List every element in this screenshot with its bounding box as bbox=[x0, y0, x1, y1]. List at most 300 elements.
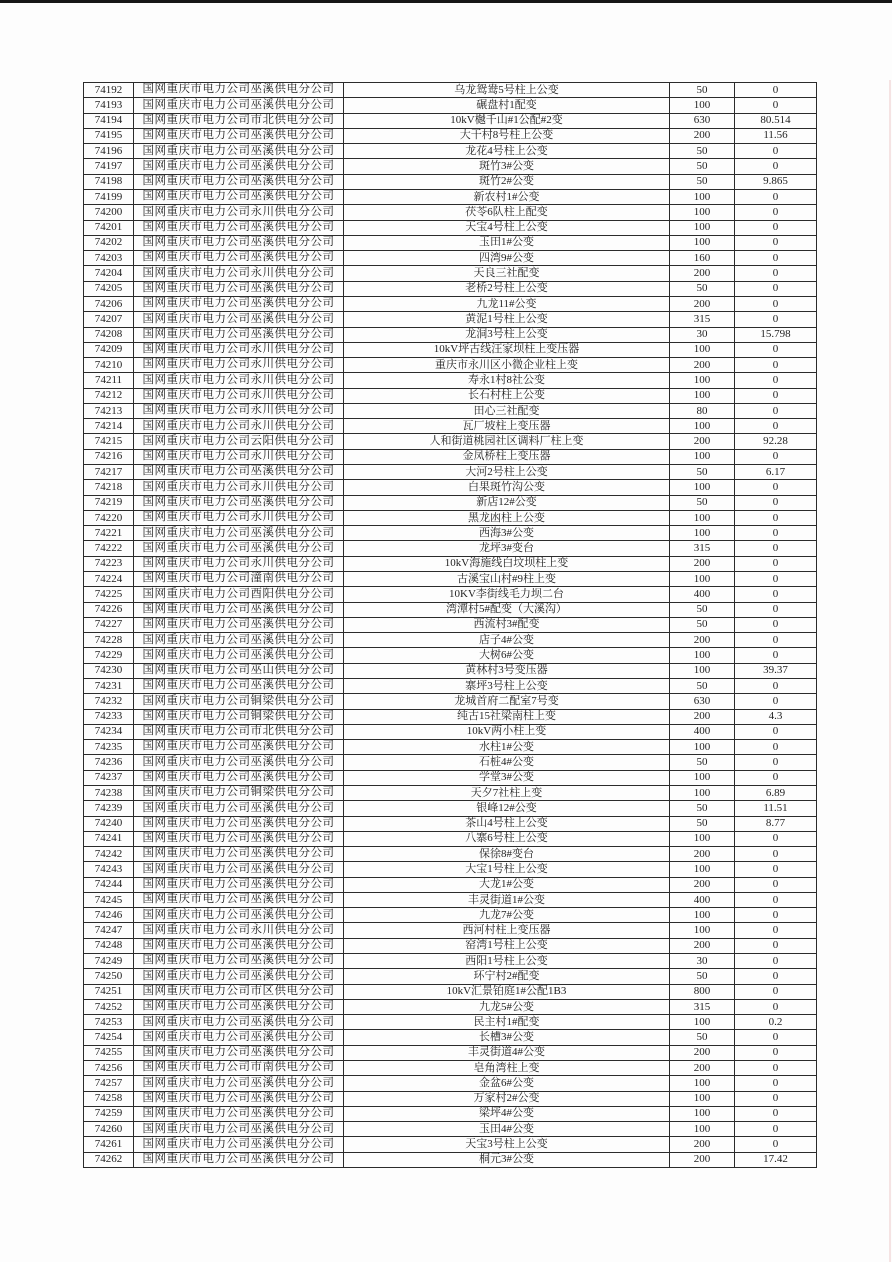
cell-company: 国网重庆市电力公司永川供电分公司 bbox=[134, 205, 344, 220]
cell-value: 8.77 bbox=[735, 816, 817, 831]
cell-device: 九龙11#公变 bbox=[344, 296, 670, 311]
cell-id: 74200 bbox=[84, 205, 134, 220]
cell-device: 万家村2#公变 bbox=[344, 1091, 670, 1106]
cell-capacity: 100 bbox=[670, 526, 735, 541]
cell-id: 74224 bbox=[84, 572, 134, 587]
cell-capacity: 100 bbox=[670, 235, 735, 250]
cell-device: 丰灵街道1#公变 bbox=[344, 892, 670, 907]
cell-id: 74253 bbox=[84, 1015, 134, 1030]
cell-company: 国网重庆市电力公司巫溪供电分公司 bbox=[134, 908, 344, 923]
cell-device: 新农村1#公变 bbox=[344, 189, 670, 204]
cell-id: 74194 bbox=[84, 113, 134, 128]
cell-company: 国网重庆市电力公司巫溪供电分公司 bbox=[134, 648, 344, 663]
cell-capacity: 200 bbox=[670, 847, 735, 862]
table-row bbox=[84, 831, 817, 846]
cell-id: 74214 bbox=[84, 419, 134, 434]
cell-device: 田心三社配变 bbox=[344, 403, 670, 418]
cell-id: 74227 bbox=[84, 617, 134, 632]
cell-value: 0 bbox=[735, 1106, 817, 1121]
top-edge-bar bbox=[0, 0, 892, 3]
cell-company: 国网重庆市电力公司巫山供电分公司 bbox=[134, 663, 344, 678]
cell-value: 0 bbox=[735, 954, 817, 969]
cell-value: 0 bbox=[735, 235, 817, 250]
cell-id: 74204 bbox=[84, 266, 134, 281]
table-row bbox=[84, 1015, 817, 1030]
cell-value: 0 bbox=[735, 281, 817, 296]
cell-id: 74195 bbox=[84, 128, 134, 143]
cell-capacity: 100 bbox=[670, 1015, 735, 1030]
cell-id: 74259 bbox=[84, 1106, 134, 1121]
cell-company: 国网重庆市电力公司巫溪供电分公司 bbox=[134, 144, 344, 159]
table-row bbox=[84, 434, 817, 449]
cell-device: 黑龙凼柱上公变 bbox=[344, 510, 670, 525]
cell-company: 国网重庆市电力公司巫溪供电分公司 bbox=[134, 678, 344, 693]
cell-capacity: 100 bbox=[670, 510, 735, 525]
table-row bbox=[84, 678, 817, 693]
cell-company: 国网重庆市电力公司巫溪供电分公司 bbox=[134, 770, 344, 785]
cell-capacity: 50 bbox=[670, 1030, 735, 1045]
cell-id: 74196 bbox=[84, 144, 134, 159]
cell-capacity: 50 bbox=[670, 969, 735, 984]
cell-id: 74257 bbox=[84, 1076, 134, 1091]
cell-device: 黄泥1号柱上公变 bbox=[344, 312, 670, 327]
cell-company: 国网重庆市电力公司永川供电分公司 bbox=[134, 266, 344, 281]
cell-value: 0 bbox=[735, 770, 817, 785]
cell-device: 学堂3#公变 bbox=[344, 770, 670, 785]
cell-id: 74231 bbox=[84, 678, 134, 693]
cell-device: 八寨6号柱上公变 bbox=[344, 831, 670, 846]
table-row bbox=[84, 877, 817, 892]
cell-value: 0 bbox=[735, 1061, 817, 1076]
table-row bbox=[84, 1122, 817, 1137]
cell-value: 0 bbox=[735, 999, 817, 1014]
cell-device: 天夕7社柱上变 bbox=[344, 785, 670, 800]
cell-id: 74244 bbox=[84, 877, 134, 892]
table-row bbox=[84, 251, 817, 266]
table-row bbox=[84, 1137, 817, 1152]
cell-id: 74256 bbox=[84, 1061, 134, 1076]
cell-capacity: 100 bbox=[670, 1091, 735, 1106]
cell-id: 74249 bbox=[84, 954, 134, 969]
cell-capacity: 315 bbox=[670, 541, 735, 556]
cell-device: 茯苓6队柱上配变 bbox=[344, 205, 670, 220]
cell-device: 水柱1#公变 bbox=[344, 740, 670, 755]
cell-id: 74258 bbox=[84, 1091, 134, 1106]
cell-capacity: 400 bbox=[670, 724, 735, 739]
cell-device: 龙洞3号柱上公变 bbox=[344, 327, 670, 342]
cell-capacity: 315 bbox=[670, 312, 735, 327]
cell-capacity: 50 bbox=[670, 465, 735, 480]
table-row bbox=[84, 724, 817, 739]
cell-device: 玉田1#公变 bbox=[344, 235, 670, 250]
cell-device: 10kV两小柱上变 bbox=[344, 724, 670, 739]
cell-id: 74233 bbox=[84, 709, 134, 724]
cell-id: 74255 bbox=[84, 1045, 134, 1060]
cell-capacity: 100 bbox=[670, 908, 735, 923]
cell-company: 国网重庆市电力公司巫溪供电分公司 bbox=[134, 251, 344, 266]
cell-device: 天良三社配变 bbox=[344, 266, 670, 281]
cell-capacity: 200 bbox=[670, 633, 735, 648]
cell-company: 国网重庆市电力公司永川供电分公司 bbox=[134, 449, 344, 464]
cell-value: 0 bbox=[735, 251, 817, 266]
cell-capacity: 100 bbox=[670, 1076, 735, 1091]
table-row bbox=[84, 1152, 817, 1167]
cell-capacity: 50 bbox=[670, 678, 735, 693]
cell-capacity: 100 bbox=[670, 419, 735, 434]
cell-capacity: 100 bbox=[670, 205, 735, 220]
cell-value: 0 bbox=[735, 480, 817, 495]
cell-value: 0 bbox=[735, 541, 817, 556]
cell-value: 92.28 bbox=[735, 434, 817, 449]
cell-capacity: 200 bbox=[670, 434, 735, 449]
cell-value: 0 bbox=[735, 556, 817, 571]
cell-id: 74206 bbox=[84, 296, 134, 311]
table-row bbox=[84, 892, 817, 907]
cell-company: 国网重庆市电力公司永川供电分公司 bbox=[134, 388, 344, 403]
cell-capacity: 200 bbox=[670, 709, 735, 724]
table-row bbox=[84, 984, 817, 999]
cell-device: 银峰12#公变 bbox=[344, 801, 670, 816]
table-row bbox=[84, 617, 817, 632]
cell-company: 国网重庆市电力公司巫溪供电分公司 bbox=[134, 938, 344, 953]
cell-capacity: 50 bbox=[670, 159, 735, 174]
cell-device: 桐元3#公变 bbox=[344, 1152, 670, 1167]
cell-value: 0 bbox=[735, 419, 817, 434]
cell-capacity: 100 bbox=[670, 220, 735, 235]
cell-company: 国网重庆市电力公司永川供电分公司 bbox=[134, 403, 344, 418]
cell-value: 11.56 bbox=[735, 128, 817, 143]
cell-value: 0 bbox=[735, 358, 817, 373]
cell-value: 6.17 bbox=[735, 465, 817, 480]
cell-device: 古溪宝山村#9柱上变 bbox=[344, 572, 670, 587]
cell-id: 74235 bbox=[84, 740, 134, 755]
cell-value: 0 bbox=[735, 648, 817, 663]
cell-id: 74202 bbox=[84, 235, 134, 250]
cell-capacity: 100 bbox=[670, 1106, 735, 1121]
cell-device: 石桩4#公变 bbox=[344, 755, 670, 770]
table-row bbox=[84, 159, 817, 174]
cell-company: 国网重庆市电力公司巫溪供电分公司 bbox=[134, 1045, 344, 1060]
cell-capacity: 100 bbox=[670, 785, 735, 800]
cell-capacity: 100 bbox=[670, 1122, 735, 1137]
cell-device: 西流村3#配变 bbox=[344, 617, 670, 632]
cell-value: 0 bbox=[735, 144, 817, 159]
cell-id: 74228 bbox=[84, 633, 134, 648]
table-row bbox=[84, 541, 817, 556]
table-row bbox=[84, 296, 817, 311]
cell-capacity: 50 bbox=[670, 755, 735, 770]
cell-value: 0 bbox=[735, 831, 817, 846]
cell-id: 74221 bbox=[84, 526, 134, 541]
cell-company: 国网重庆市电力公司市北供电分公司 bbox=[134, 113, 344, 128]
cell-id: 74222 bbox=[84, 541, 134, 556]
table-row bbox=[84, 419, 817, 434]
cell-company: 国网重庆市电力公司巫溪供电分公司 bbox=[134, 1122, 344, 1137]
cell-company: 国网重庆市电力公司巫溪供电分公司 bbox=[134, 755, 344, 770]
cell-capacity: 100 bbox=[670, 388, 735, 403]
cell-id: 74226 bbox=[84, 602, 134, 617]
table-row bbox=[84, 373, 817, 388]
cell-value: 0 bbox=[735, 510, 817, 525]
cell-capacity: 30 bbox=[670, 327, 735, 342]
cell-device: 乌龙鸳鸯5号柱上公变 bbox=[344, 83, 670, 98]
table-row bbox=[84, 98, 817, 113]
cell-device: 大龙1#公变 bbox=[344, 877, 670, 892]
cell-company: 国网重庆市电力公司酉阳供电分公司 bbox=[134, 587, 344, 602]
cell-id: 74250 bbox=[84, 969, 134, 984]
cell-value: 0 bbox=[735, 159, 817, 174]
cell-value: 0 bbox=[735, 923, 817, 938]
cell-value: 0 bbox=[735, 572, 817, 587]
cell-id: 74225 bbox=[84, 587, 134, 602]
cell-device: 龙花4号柱上公变 bbox=[344, 144, 670, 159]
cell-capacity: 100 bbox=[670, 831, 735, 846]
cell-capacity: 50 bbox=[670, 83, 735, 98]
cell-value: 0 bbox=[735, 969, 817, 984]
cell-device: 龙坪3#变台 bbox=[344, 541, 670, 556]
cell-capacity: 100 bbox=[670, 740, 735, 755]
cell-device: 西阳1号柱上公变 bbox=[344, 954, 670, 969]
table-row bbox=[84, 1106, 817, 1121]
cell-capacity: 200 bbox=[670, 1061, 735, 1076]
cell-id: 74237 bbox=[84, 770, 134, 785]
transformer-record-table bbox=[83, 82, 817, 1168]
table-row bbox=[84, 510, 817, 525]
cell-capacity: 100 bbox=[670, 770, 735, 785]
cell-capacity: 200 bbox=[670, 296, 735, 311]
cell-capacity: 100 bbox=[670, 373, 735, 388]
cell-company: 国网重庆市电力公司巫溪供电分公司 bbox=[134, 617, 344, 632]
cell-id: 74219 bbox=[84, 495, 134, 510]
table-row bbox=[84, 358, 817, 373]
cell-id: 74217 bbox=[84, 465, 134, 480]
cell-company: 国网重庆市电力公司潼南供电分公司 bbox=[134, 572, 344, 587]
table-row bbox=[84, 266, 817, 281]
cell-capacity: 50 bbox=[670, 281, 735, 296]
table-row bbox=[84, 801, 817, 816]
cell-id: 74193 bbox=[84, 98, 134, 113]
cell-company: 国网重庆市电力公司巫溪供电分公司 bbox=[134, 312, 344, 327]
cell-id: 74201 bbox=[84, 220, 134, 235]
cell-capacity: 100 bbox=[670, 572, 735, 587]
cell-id: 74199 bbox=[84, 189, 134, 204]
cell-company: 国网重庆市电力公司巫溪供电分公司 bbox=[134, 281, 344, 296]
table-row bbox=[84, 281, 817, 296]
cell-company: 国网重庆市电力公司铜梁供电分公司 bbox=[134, 694, 344, 709]
cell-id: 74192 bbox=[84, 83, 134, 98]
cell-company: 国网重庆市电力公司巫溪供电分公司 bbox=[134, 831, 344, 846]
cell-id: 74260 bbox=[84, 1122, 134, 1137]
cell-capacity: 200 bbox=[670, 358, 735, 373]
table-row bbox=[84, 633, 817, 648]
cell-id: 74198 bbox=[84, 174, 134, 189]
cell-id: 74252 bbox=[84, 999, 134, 1014]
cell-company: 国网重庆市电力公司巫溪供电分公司 bbox=[134, 541, 344, 556]
cell-device: 10kV坪古线汪家坝柱上变压器 bbox=[344, 342, 670, 357]
cell-device: 新店12#公变 bbox=[344, 495, 670, 510]
cell-device: 长石村柱上公变 bbox=[344, 388, 670, 403]
cell-device: 人和街道桃园社区调料厂柱上变 bbox=[344, 434, 670, 449]
cell-value: 80.514 bbox=[735, 113, 817, 128]
cell-company: 国网重庆市电力公司巫溪供电分公司 bbox=[134, 847, 344, 862]
cell-company: 国网重庆市电力公司市区供电分公司 bbox=[134, 984, 344, 999]
cell-device: 大树6#公变 bbox=[344, 648, 670, 663]
cell-value: 4.3 bbox=[735, 709, 817, 724]
table-row bbox=[84, 709, 817, 724]
table-row bbox=[84, 312, 817, 327]
cell-value: 0 bbox=[735, 938, 817, 953]
table-row bbox=[84, 694, 817, 709]
cell-value: 0 bbox=[735, 83, 817, 98]
cell-id: 74223 bbox=[84, 556, 134, 571]
cell-company: 国网重庆市电力公司巫溪供电分公司 bbox=[134, 495, 344, 510]
table-row bbox=[84, 785, 817, 800]
cell-value: 0 bbox=[735, 694, 817, 709]
cell-capacity: 50 bbox=[670, 617, 735, 632]
cell-company: 国网重庆市电力公司巫溪供电分公司 bbox=[134, 740, 344, 755]
cell-id: 74209 bbox=[84, 342, 134, 357]
cell-company: 国网重庆市电力公司巫溪供电分公司 bbox=[134, 816, 344, 831]
cell-id: 74197 bbox=[84, 159, 134, 174]
cell-value: 0.2 bbox=[735, 1015, 817, 1030]
cell-device: 大干村8号柱上公变 bbox=[344, 128, 670, 143]
cell-id: 74241 bbox=[84, 831, 134, 846]
cell-company: 国网重庆市电力公司铜梁供电分公司 bbox=[134, 709, 344, 724]
cell-device: 黄林村3号变压器 bbox=[344, 663, 670, 678]
cell-id: 74216 bbox=[84, 449, 134, 464]
cell-value: 0 bbox=[735, 1030, 817, 1045]
cell-value: 0 bbox=[735, 1122, 817, 1137]
cell-value: 0 bbox=[735, 740, 817, 755]
cell-device: 白果斑竹沟公变 bbox=[344, 480, 670, 495]
table-row bbox=[84, 1091, 817, 1106]
cell-device: 皂角湾柱上变 bbox=[344, 1061, 670, 1076]
table-row bbox=[84, 999, 817, 1014]
cell-capacity: 50 bbox=[670, 602, 735, 617]
table-row bbox=[84, 113, 817, 128]
cell-id: 74211 bbox=[84, 373, 134, 388]
table-row bbox=[84, 144, 817, 159]
cell-value: 0 bbox=[735, 1076, 817, 1091]
cell-value: 0 bbox=[735, 495, 817, 510]
cell-device: 10kV海施线白坟坝柱上变 bbox=[344, 556, 670, 571]
cell-value: 0 bbox=[735, 724, 817, 739]
cell-device: 环宁村2#配变 bbox=[344, 969, 670, 984]
cell-value: 0 bbox=[735, 1137, 817, 1152]
cell-capacity: 200 bbox=[670, 128, 735, 143]
table-row bbox=[84, 526, 817, 541]
table-row bbox=[84, 572, 817, 587]
cell-company: 国网重庆市电力公司巫溪供电分公司 bbox=[134, 1106, 344, 1121]
table-row bbox=[84, 556, 817, 571]
cell-value: 0 bbox=[735, 296, 817, 311]
cell-company: 国网重庆市电力公司巫溪供电分公司 bbox=[134, 877, 344, 892]
cell-capacity: 200 bbox=[670, 938, 735, 953]
cell-id: 74240 bbox=[84, 816, 134, 831]
cell-capacity: 100 bbox=[670, 663, 735, 678]
cell-value: 0 bbox=[735, 892, 817, 907]
cell-device: 碾盘村1配变 bbox=[344, 98, 670, 113]
cell-capacity: 50 bbox=[670, 495, 735, 510]
cell-id: 74218 bbox=[84, 480, 134, 495]
table-row bbox=[84, 663, 817, 678]
cell-value: 0 bbox=[735, 633, 817, 648]
cell-device: 纯古15社梁南柱上变 bbox=[344, 709, 670, 724]
cell-value: 0 bbox=[735, 388, 817, 403]
cell-capacity: 50 bbox=[670, 144, 735, 159]
cell-company: 国网重庆市电力公司巫溪供电分公司 bbox=[134, 892, 344, 907]
cell-capacity: 400 bbox=[670, 892, 735, 907]
cell-capacity: 80 bbox=[670, 403, 735, 418]
cell-company: 国网重庆市电力公司巫溪供电分公司 bbox=[134, 999, 344, 1014]
cell-capacity: 100 bbox=[670, 862, 735, 877]
cell-capacity: 100 bbox=[670, 189, 735, 204]
cell-capacity: 200 bbox=[670, 1152, 735, 1167]
cell-device: 湾潭村5#配变（大溪沟） bbox=[344, 602, 670, 617]
cell-value: 15.798 bbox=[735, 327, 817, 342]
cell-id: 74248 bbox=[84, 938, 134, 953]
cell-value: 0 bbox=[735, 908, 817, 923]
cell-value: 0 bbox=[735, 220, 817, 235]
cell-device: 西海3#公变 bbox=[344, 526, 670, 541]
cell-device: 四湾9#公变 bbox=[344, 251, 670, 266]
table-row bbox=[84, 220, 817, 235]
cell-value: 0 bbox=[735, 862, 817, 877]
cell-value: 0 bbox=[735, 312, 817, 327]
cell-value: 39.37 bbox=[735, 663, 817, 678]
cell-capacity: 50 bbox=[670, 801, 735, 816]
cell-device: 梁坪4#公变 bbox=[344, 1106, 670, 1121]
cell-company: 国网重庆市电力公司巫溪供电分公司 bbox=[134, 1076, 344, 1091]
cell-company: 国网重庆市电力公司永川供电分公司 bbox=[134, 923, 344, 938]
cell-capacity: 100 bbox=[670, 648, 735, 663]
table-row bbox=[84, 755, 817, 770]
cell-device: 西河村柱上变压器 bbox=[344, 923, 670, 938]
cell-company: 国网重庆市电力公司巫溪供电分公司 bbox=[134, 98, 344, 113]
table-row bbox=[84, 480, 817, 495]
cell-value: 0 bbox=[735, 189, 817, 204]
cell-company: 国网重庆市电力公司巫溪供电分公司 bbox=[134, 128, 344, 143]
cell-value: 0 bbox=[735, 526, 817, 541]
cell-device: 丰灵街道4#公变 bbox=[344, 1045, 670, 1060]
table-row bbox=[84, 403, 817, 418]
cell-capacity: 800 bbox=[670, 984, 735, 999]
table-row bbox=[84, 327, 817, 342]
cell-device: 大宝1号柱上公变 bbox=[344, 862, 670, 877]
table-row bbox=[84, 602, 817, 617]
cell-value: 0 bbox=[735, 373, 817, 388]
cell-company: 国网重庆市电力公司巫溪供电分公司 bbox=[134, 633, 344, 648]
cell-device: 玉田4#公变 bbox=[344, 1122, 670, 1137]
cell-company: 国网重庆市电力公司巫溪供电分公司 bbox=[134, 1015, 344, 1030]
cell-device: 保徐8#变台 bbox=[344, 847, 670, 862]
cell-company: 国网重庆市电力公司巫溪供电分公司 bbox=[134, 174, 344, 189]
cell-value: 0 bbox=[735, 617, 817, 632]
cell-company: 国网重庆市电力公司永川供电分公司 bbox=[134, 342, 344, 357]
cell-id: 74210 bbox=[84, 358, 134, 373]
cell-capacity: 100 bbox=[670, 98, 735, 113]
cell-company: 国网重庆市电力公司巫溪供电分公司 bbox=[134, 327, 344, 342]
table-row bbox=[84, 1030, 817, 1045]
cell-capacity: 200 bbox=[670, 1045, 735, 1060]
cell-device: 茶山4号柱上公变 bbox=[344, 816, 670, 831]
cell-capacity: 200 bbox=[670, 1137, 735, 1152]
table-row bbox=[84, 740, 817, 755]
cell-company: 国网重庆市电力公司永川供电分公司 bbox=[134, 510, 344, 525]
cell-device: 龙城首府二配室7号变 bbox=[344, 694, 670, 709]
cell-company: 国网重庆市电力公司巫溪供电分公司 bbox=[134, 862, 344, 877]
cell-device: 天宝3号柱上公变 bbox=[344, 1137, 670, 1152]
